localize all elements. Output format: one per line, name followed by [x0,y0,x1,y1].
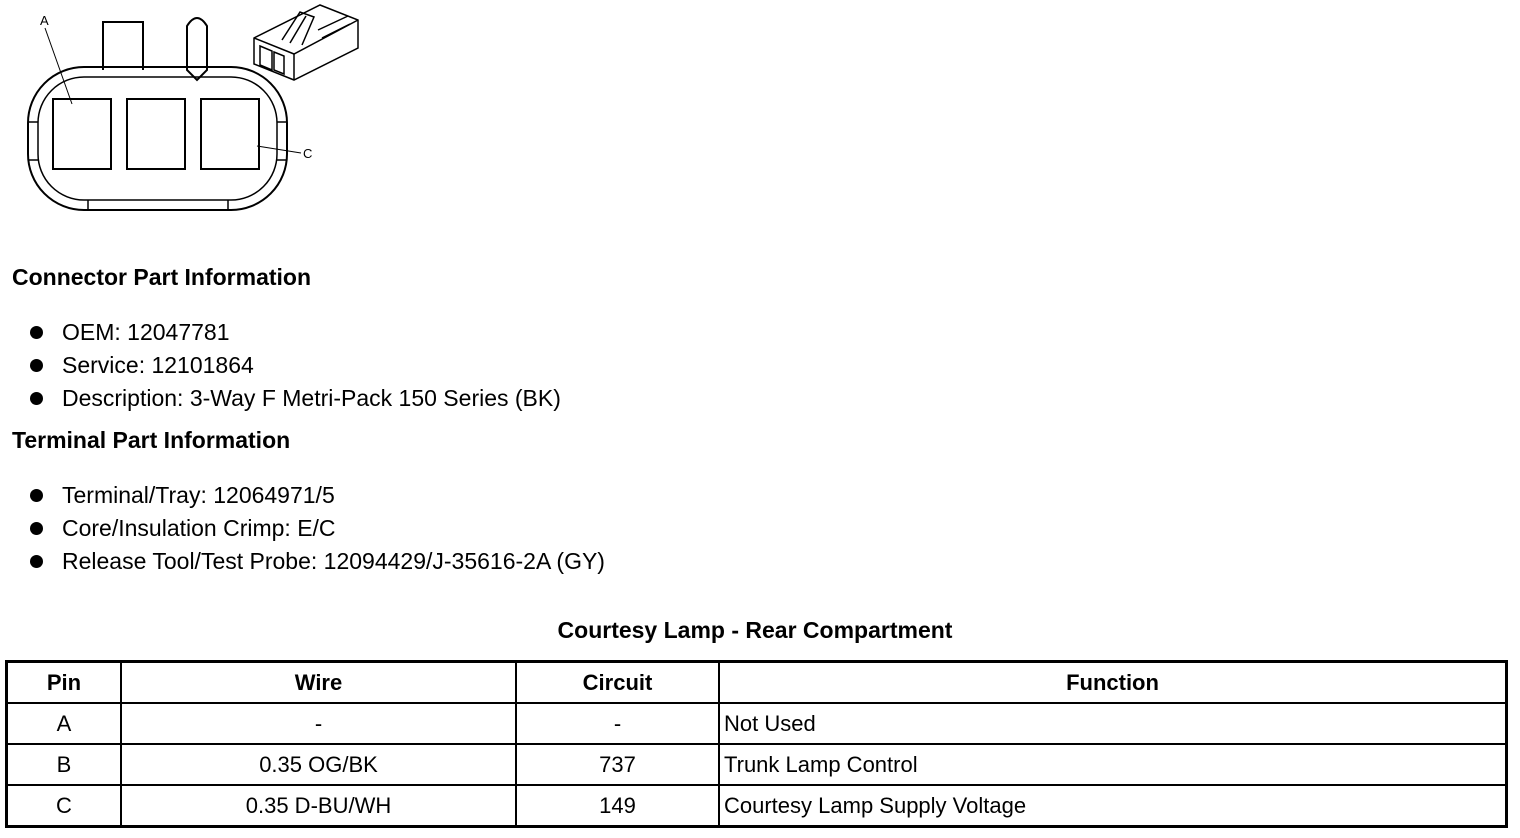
list-item [28,351,561,384]
function-cell: Courtesy Lamp Supply Voltage [719,785,1507,827]
cavity-c [201,99,259,169]
header-wire: Wire [121,662,516,704]
lock-tab [103,22,143,70]
header-function: Function [719,662,1507,704]
pin-cell: B [7,744,122,785]
key-tab [187,18,207,80]
pinout-table [5,660,1508,828]
bullet-icon [30,555,43,568]
table-row [7,703,1507,744]
terminal-release-tool: Release Tool/Test Probe: 12094429/J-35616-2A (GY) [62,548,605,574]
bullet-icon [30,489,43,502]
pin-cell: A [7,703,122,744]
table-header-row [7,662,1507,704]
cavity-a [53,99,111,169]
wire-cell: 0.35 OG/BK [121,744,516,785]
terminal-tray: Terminal/Tray: 12064971/5 [62,482,335,508]
terminal-part-list [28,481,605,580]
leader-c [257,146,301,153]
wire-cell: 0.35 D-BU/WH [121,785,516,827]
terminal-part-heading: Terminal Part Information [12,427,291,453]
header-circuit: Circuit [516,662,719,704]
list-item [28,318,561,351]
table-row [7,785,1507,827]
circuit-cell: 737 [516,744,719,785]
function-cell: Not Used [719,703,1507,744]
circuit-cell: - [516,703,719,744]
connector-diagram [0,0,380,225]
wire-cell: - [121,703,516,744]
connector-oem: OEM: 12047781 [62,319,230,345]
bullet-icon [30,359,43,372]
list-item [28,514,605,547]
bullet-icon [30,326,43,339]
cavity-b [127,99,185,169]
housing-inner [38,77,277,200]
table-title: Courtesy Lamp - Rear Compartment [557,617,953,643]
bullet-icon [30,522,43,535]
list-item [28,547,605,580]
bullet-icon [30,392,43,405]
connector-part-list [28,318,561,417]
pin-cell: C [7,785,122,827]
cavity-label-c: C [303,146,313,161]
list-item [28,481,605,514]
connector-service: Service: 12101864 [62,352,254,378]
terminal-crimp: Core/Insulation Crimp: E/C [62,515,336,541]
connector-part-heading: Connector Part Information [12,264,312,290]
header-pin: Pin [7,662,122,704]
connector-description: Description: 3-Way F Metri-Pack 150 Series (BK) [62,385,561,411]
cavity-label-a: A [40,13,49,28]
function-cell: Trunk Lamp Control [719,744,1507,785]
circuit-cell: 149 [516,785,719,827]
list-item [28,384,561,417]
connector-thumbnail [254,5,358,80]
table-row [7,744,1507,785]
